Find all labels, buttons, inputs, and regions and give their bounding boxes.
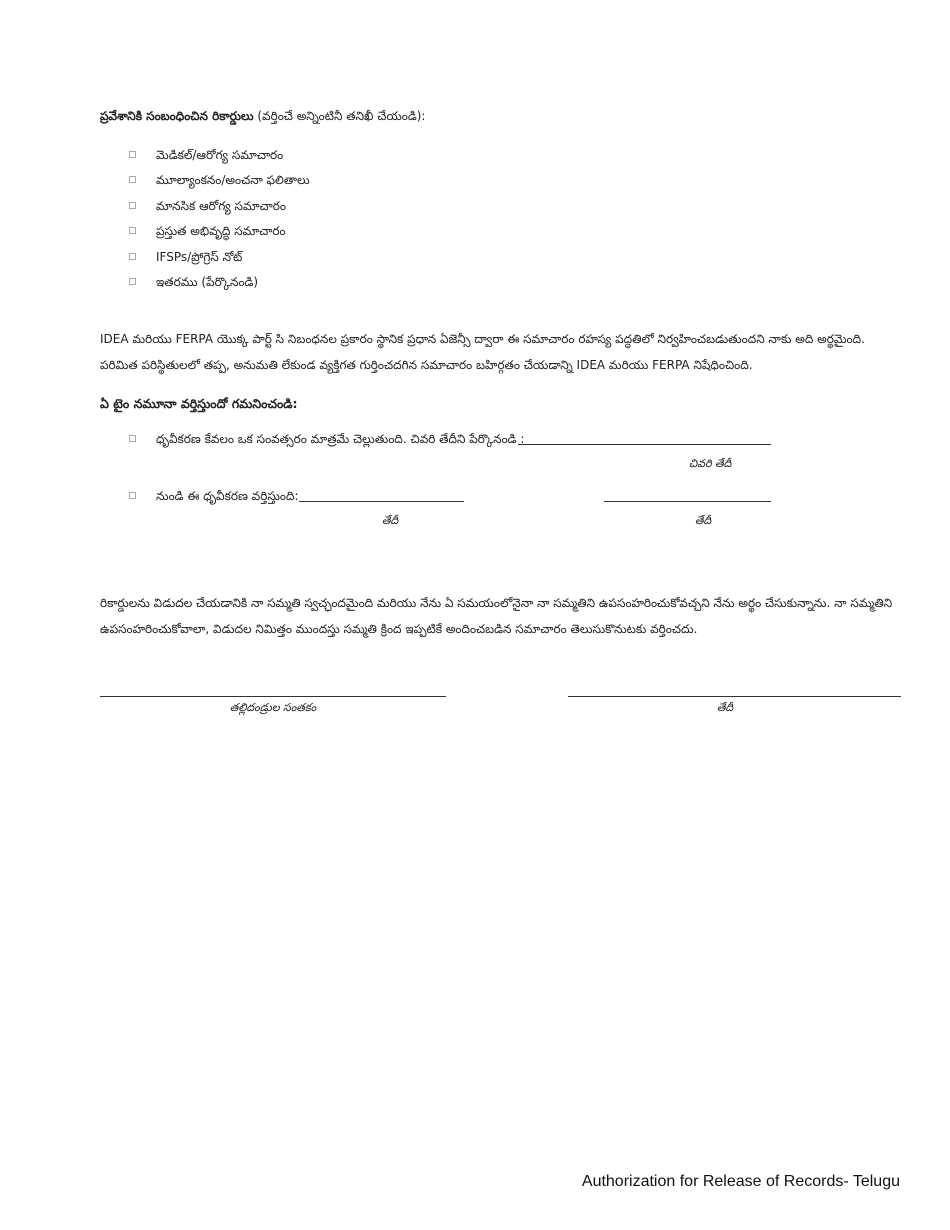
range-end-date-caption: తేదీ bbox=[694, 514, 712, 527]
signature-date-field[interactable] bbox=[568, 696, 901, 697]
checkbox[interactable] bbox=[129, 202, 136, 209]
option-one-text: ధృవీకరణ కేవలం ఒక సంవత్సరం మాత్రమే చెల్లుతుంది. చివరి తేదీని పేర్కొనండి : bbox=[156, 432, 525, 446]
range-end-date-field[interactable] bbox=[604, 501, 771, 502]
signature-date-caption: తేదీ bbox=[716, 701, 734, 714]
record-item-label: మెడికల్/ఆరోగ్య సమాచారం bbox=[156, 148, 284, 162]
record-item-label: మానసిక ఆరోగ్య సమాచారం bbox=[156, 199, 286, 213]
parent-signature-field[interactable] bbox=[100, 696, 446, 697]
checkbox[interactable] bbox=[129, 435, 136, 442]
records-heading-bold: ప్రవేశానికి సంబంధించిన రికార్డులు bbox=[100, 109, 254, 123]
record-item-label: ఇతరము (పేర్కొనండి) bbox=[156, 275, 259, 289]
records-heading-instruction: (వర్తించే అన్నింటినీ తనిఖీ చేయండి): bbox=[253, 109, 426, 123]
consent-paragraph: రికార్డులను విడుదల చేయడానికి నా సమ్మతి స్వచ్ఛందమైంది మరియు నేను ఏ సమయంలోనైనా నా సమ్మతిని ఉపసంహరించుకోవచ్చని నేను అర్థం చేసుకున్నాను. నా సమ్మతిని ఉపసంహరించుకోవాలా, విడుదల నిమిత్తం ముందస్తు సమ్మతి క్రింద ఇప్పటికే అందించబడిన సమాచారం తెలుసుకొనుటకు వర్తించదు. bbox=[100, 596, 893, 636]
checkbox[interactable] bbox=[129, 176, 136, 183]
checkbox[interactable] bbox=[129, 151, 136, 158]
option-two-text: నుండి ఈ ధృవీకరణ వర్తిస్తుంది: bbox=[156, 489, 299, 503]
end-date-field[interactable] bbox=[518, 444, 771, 445]
record-item-label: మూల్యాంకనం/అంచనా ఫలితాలు bbox=[156, 173, 310, 187]
end-date-caption: చివరి తేదీ bbox=[688, 457, 732, 470]
start-date-field[interactable] bbox=[299, 501, 464, 502]
footer-title: Authorization for Release of Records- Telugu bbox=[581, 1173, 900, 1190]
record-item-label: IFSPs/ప్రోగ్రెస్ నోట్ bbox=[156, 250, 243, 264]
checkbox[interactable] bbox=[129, 253, 136, 260]
records-heading bbox=[100, 107, 425, 125]
time-frame-heading: ఏ టైం నమూనా వర్తిస్తుందో గమనించండి: bbox=[100, 396, 298, 411]
parent-signature-caption: తల్లిదండ్రుల సంతకం bbox=[229, 701, 317, 714]
start-date-caption: తేదీ bbox=[381, 514, 399, 527]
checkbox[interactable] bbox=[129, 278, 136, 285]
checkbox[interactable] bbox=[129, 492, 136, 499]
checkbox[interactable] bbox=[129, 227, 136, 234]
idea-ferpa-paragraph: IDEA మరియు FERPA యొక్క పార్ట్ సి నిబంధనల ప్రకారం స్థానిక ప్రధాన ఏజెన్సీ ద్వారా ఈ సమాచారం రహస్య పద్ధతిలో నిర్వహించబడుతుందని నాకు అది అర్థమైంది. పరిమిత పరిస్థితులలో తప్ప, అనుమతి లేకుండ వ్యక్తిగత గుర్తించదగిన సమాచారం బహిర్గతం చేయడాన్ని IDEA మరియు FERPA నిషేధించింది. bbox=[100, 332, 865, 372]
record-item-label: ప్రస్తుత అభివృద్ధి సమాచారం bbox=[156, 224, 286, 238]
